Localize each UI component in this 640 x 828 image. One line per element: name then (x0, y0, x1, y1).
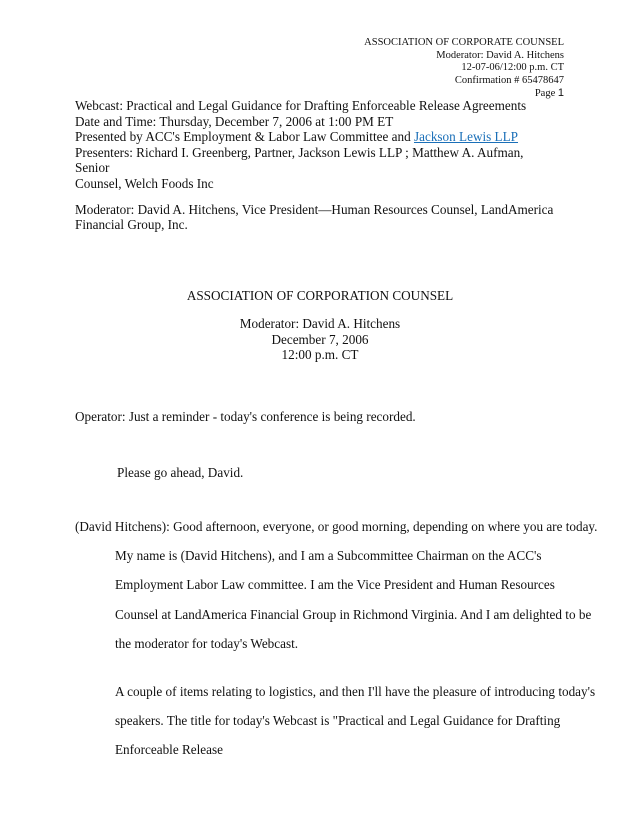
header-datetime: 12-07-06/12:00 p.m. CT (461, 62, 564, 74)
header-moderator: Moderator: David A. Hitchens (436, 49, 564, 61)
webcast-info (75, 98, 555, 233)
header-org: ASSOCIATION OF CORPORATE COUNSEL (364, 37, 564, 48)
webcast-datetime: Date and Time: Thursday, December 7, 2006 at 1:00 PM ET (75, 113, 394, 129)
title-org: ASSOCIATION OF CORPORATION COUNSEL (186, 288, 454, 303)
go-ahead-line: Please go ahead, David. (117, 465, 244, 480)
page-label: Page (534, 88, 556, 100)
hitchens-paragraph-1 (75, 512, 597, 658)
hitchens-1-line: the moderator for today's Webcast. (115, 635, 299, 651)
webcast-presenters-1: Presenters: Richard I. Greenberg, Partner, Jackson Lewis LLP ; Matthew A. Aufman, Senior (75, 144, 524, 176)
title-block (0, 316, 640, 363)
hitchens-1-line: Employment Labor Law committee. I am the Vice President and Human Resources (115, 577, 555, 593)
webcast-moderator-1: Moderator: David A. Hitchens, Vice President—Human Resources Counsel, LandAmerica (75, 201, 554, 217)
presented-by-text: Presented by ACC's Employment & Labor Law Committee and (75, 129, 411, 145)
hitchens-2-line: A couple of items relating to logistics, and then I'll have the pleasure of introducing today's (115, 684, 596, 699)
hitchens-1-line: My name is (David Hitchens), and I am a Subcommittee Chairman on the ACC's (115, 548, 542, 564)
webcast-presented-by (75, 129, 555, 145)
webcast-title: Webcast: Practical and Legal Guidance for Drafting Enforceable Release Agreements (75, 98, 527, 113)
page-number: 1 (557, 87, 564, 100)
title-moderator: Moderator: David A. Hitchens (239, 316, 401, 331)
hitchens-paragraph-2 (115, 677, 595, 765)
hitchens-1-line: Counsel at LandAmerica Financial Group in Richmond Virginia. And I am delighted to be (115, 606, 592, 622)
operator-line: Operator: Just a reminder - today's conference is being recorded. (75, 409, 416, 424)
hitchens-2-line: Enforceable Release (115, 742, 223, 758)
header-confirmation: Confirmation # 65478647 (454, 74, 564, 86)
running-header (364, 37, 564, 101)
hitchens-2-line: speakers. The title for today's Webcast is "Practical and Legal Guidance for Drafting (115, 713, 561, 729)
title-date: December 7, 2006 (271, 331, 369, 347)
hitchens-1-line: (David Hitchens): Good afternoon, everyone, or good morning, depending on where you are today. (75, 519, 598, 534)
webcast-presenters-2: Counsel, Welch Foods Inc (75, 175, 214, 191)
webcast-moderator-2: Financial Group, Inc. (75, 217, 188, 233)
title-time: 12:00 p.m. CT (281, 347, 359, 363)
jackson-lewis-link[interactable]: Jackson Lewis LLP (413, 129, 519, 145)
